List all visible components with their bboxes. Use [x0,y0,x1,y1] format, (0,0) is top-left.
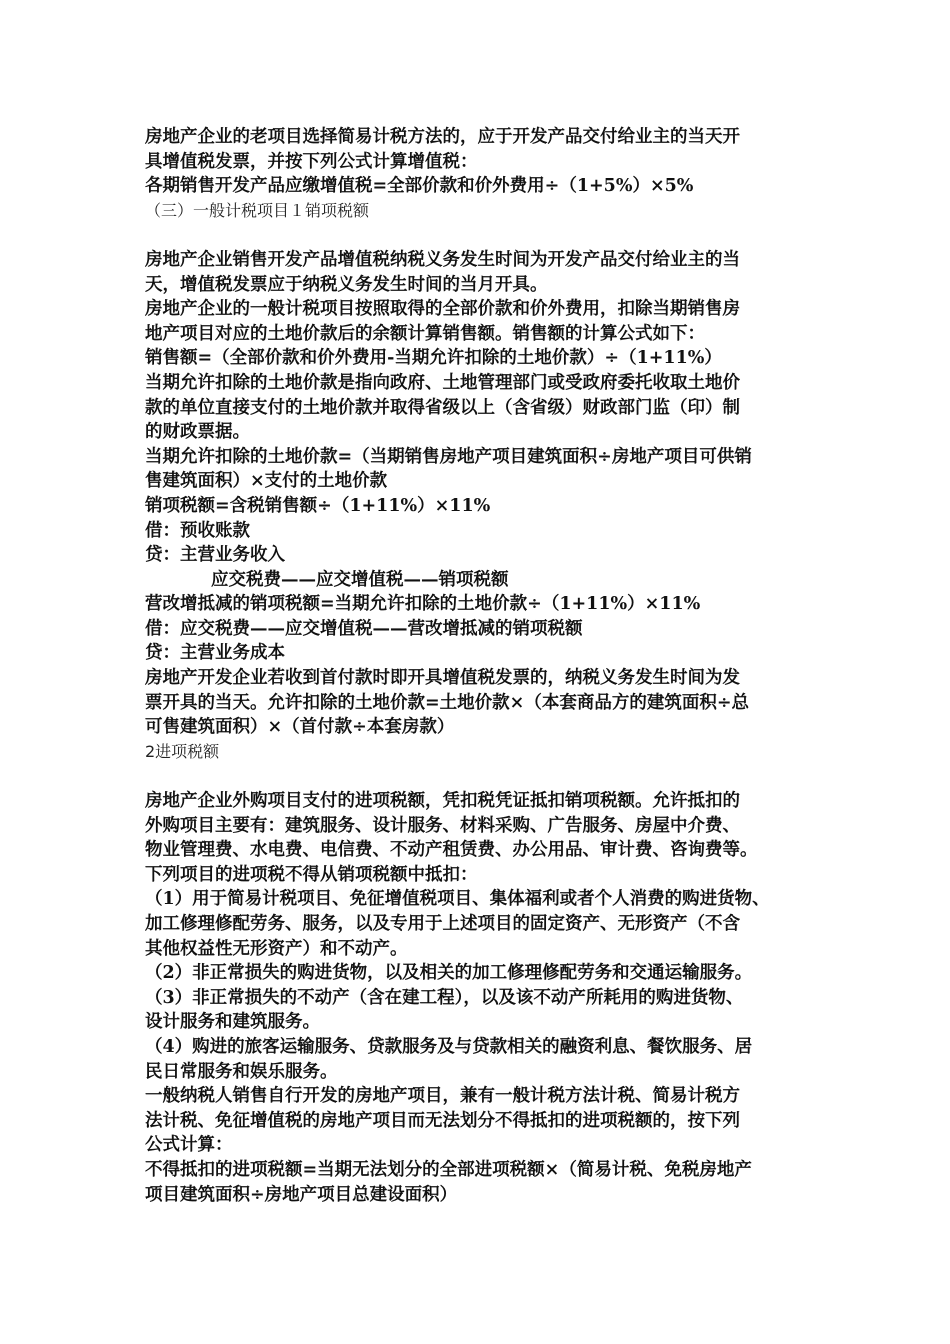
text-line: 各期销售开发产品应缴增值税=全部价款和价外费用÷（1+5%）×5% [145,176,694,197]
text-line: （4）购进的旅客运输服务、贷款服务及与贷款相关的融资利息、餐饮服务、居 [145,1036,753,1057]
text-line: 票开具的当天。允许扣除的土地价款=土地价款×（本套商品方的建筑面积÷总 [145,692,749,713]
text-line: 房地产企业的一般计税项目按照取得的全部价款和价外费用，扣除当期销售房 [145,299,740,320]
text-line: 物业管理费、水电费、电信费、不动产租赁费、办公用品、审计费、咨询费等。 [145,840,758,861]
text-line: 地产项目对应的土地价款后的余额计算销售额。销售额的计算公式如下： [145,323,705,344]
text-line: 天，增值税发票应于纳税义务发生时间的当月开具。 [145,274,548,295]
text-line: 应交税费——应交增值税——销项税额 [211,569,509,590]
text-line: 房地产开发企业若收到首付款时即开具增值税发票的，纳税义务发生时间为发 [145,668,740,689]
text-line: 销项税额=含税销售额÷（1+11%）×11% [145,495,491,516]
text-line: 的财政票据。 [145,422,250,443]
text-line: （2）非正常损失的购进货物，以及相关的加工修理修配劳务和交通运输服务。 [145,963,753,984]
text-line: 项目建筑面积÷房地产项目总建设面积） [145,1184,458,1205]
text-line: 房地产企业销售开发产品增值税纳税义务发生时间为开发产品交付给业主的当 [145,249,740,270]
text-line: 款的单位直接支付的土地价款并取得省级以上（含省级）财政部门监（印）制 [145,397,740,418]
text-line: 加工修理修配劳务、服务，以及专用于上述项目的固定资产、无形资产（不含 [145,914,740,934]
blank-line [145,764,825,789]
text-line: 借：应交税费——应交增值税——营改增抵减的销项税额 [145,618,583,639]
text-line: 可售建筑面积）×（首付款÷本套房款） [145,717,455,738]
text-line: 借：预收账款 [145,520,250,541]
text-line: 销售额=（全部价款和价外费用-当期允许扣除的土地价款）÷（1+11%） [145,348,722,369]
section-heading: （三）一般计税项目１销项税额 [145,200,370,220]
section-heading: 2进项税额 [145,741,220,761]
text-line: 售建筑面积）×支付的土地价款 [145,471,388,492]
text-line: 下列项目的进项税不得从销项税额中抵扣： [145,864,478,885]
text-line: 营改增抵减的销项税额=当期允许扣除的土地价款÷（1+11%）×11% [145,594,701,615]
text-line: 其他权益性无形资产）和不动产。 [145,938,408,959]
text-line: （1）用于简易计税项目、免征增值税项目、集体福利或者个人消费的购进货物、 [145,889,770,910]
blank-line [145,223,825,248]
text-line: 一般纳税人销售自行开发的房地产项目，兼有一般计税方法计税、简易计税方 [145,1086,740,1107]
text-line: 房地产企业的老项目选择简易计税方法的，应于开发产品交付给业主的当天开 [145,127,740,147]
text-line: 房地产企业外购项目支付的进项税额，凭扣税凭证抵扣销项税额。允许抵扣的 [145,791,740,812]
text-line: 设计服务和建筑服务。 [145,1012,320,1033]
document-body [145,125,825,1207]
text-line: 民日常服务和娱乐服务。 [145,1061,338,1082]
text-line: 贷：主营业务收入 [145,545,285,566]
text-line: 不得抵扣的进项税额=当期无法划分的全部进项税额×（简易计税、免税房地产 [145,1159,752,1180]
text-line: 当期允许扣除的土地价款=（当期销售房地产项目建筑面积÷房地产项目可供销 [145,446,752,467]
text-line: 公式计算： [145,1135,233,1156]
text-line: 外购项目主要有：建筑服务、设计服务、材料采购、广告服务、房屋中介费、 [145,815,740,836]
text-line: 具增值税发票，并按下列公式计算增值税： [145,151,478,172]
text-line: 法计税、免征增值税的房地产项目而无法划分不得抵扣的进项税额的，按下列 [145,1110,740,1131]
text-line: 贷：主营业务成本 [145,643,285,664]
text-line: （3）非正常损失的不动产（含在建工程），以及该不动产所耗用的购进货物、 [145,987,744,1008]
text-line: 当期允许扣除的土地价款是指向政府、土地管理部门或受政府委托收取土地价 [145,372,740,393]
